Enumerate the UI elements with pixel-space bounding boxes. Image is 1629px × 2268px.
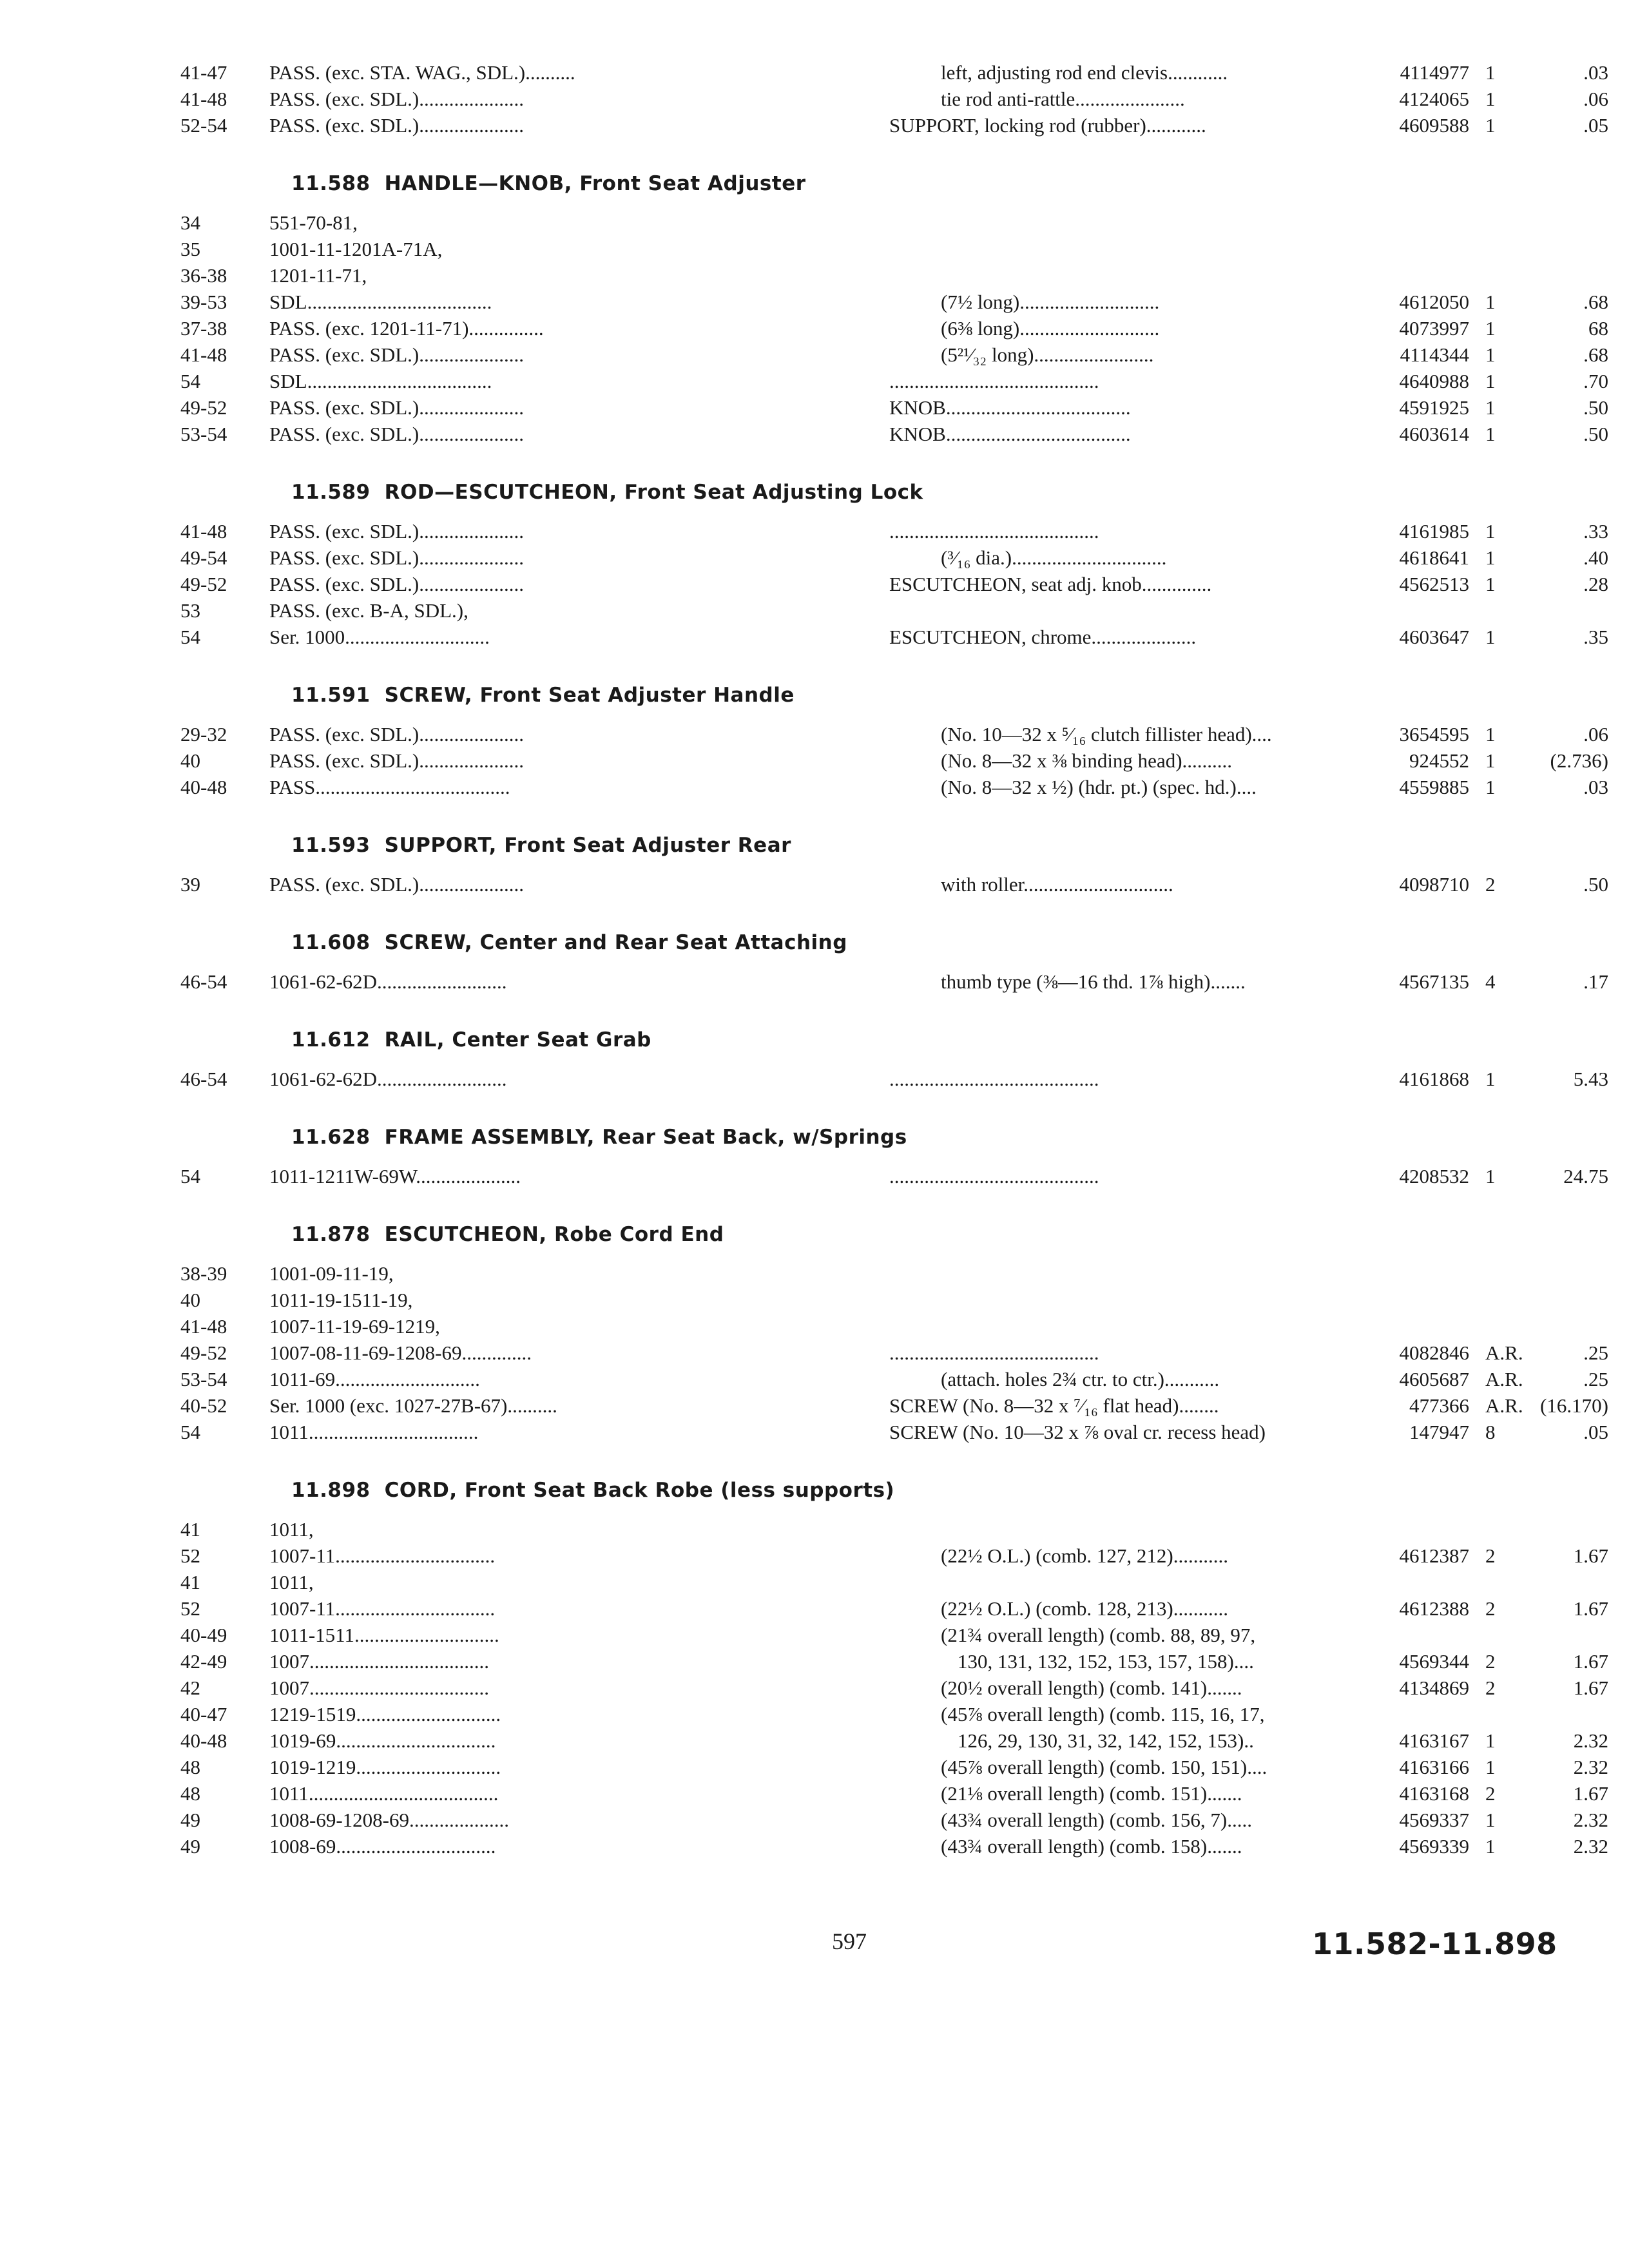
part-row [180,1727,1608,1754]
years-cell: 49-52 [180,1341,227,1364]
description-cell: .......................................... [889,370,1099,392]
section-heading [180,830,1443,861]
part-number-cell: 4569337 [1399,1809,1469,1831]
section-title: CORD, Front Seat Back Robe (less supports) [384,1479,895,1502]
part-number-cell: 4612388 [1399,1597,1469,1620]
part-row [180,871,1608,898]
models-cell: 1007.................................... [269,1650,489,1673]
part-number-cell: 4618641 [1399,546,1469,569]
models-cell: 1011.................................. [269,1421,479,1443]
years-cell: 40-48 [180,776,227,798]
quantity-cell: 1 [1485,749,1496,772]
part-number-cell: 4559885 [1399,776,1469,798]
price-cell: 2.32 [1573,1729,1608,1752]
quantity-cell: 1 [1485,1165,1496,1187]
years-cell: 40-49 [180,1624,227,1646]
quantity-cell: 1 [1485,626,1496,648]
years-cell: 42 [180,1677,200,1699]
years-cell: 53-54 [180,1368,227,1390]
part-row [180,1622,1443,1648]
price-cell: .03 [1583,61,1608,84]
part-number-cell: 4603647 [1399,626,1469,648]
models-cell: 1201-11-71, [269,264,367,287]
years-cell: 54 [180,626,200,648]
part-row [180,1648,1608,1675]
part-number-cell: 4640988 [1399,370,1469,392]
price-cell: .28 [1583,573,1608,595]
section-heading [180,1475,1443,1506]
part-row [180,421,1608,447]
quantity-cell: 1 [1485,776,1496,798]
part-row [180,262,1443,289]
part-number-cell: 4163166 [1399,1756,1469,1778]
section-number: 11.612 [291,1028,371,1052]
models-cell: PASS. (exc. SDL.)..................... [269,873,524,896]
description-cell: (20½ overall length) (comb. 141)....... [941,1677,1242,1699]
models-cell: Ser. 1000 (exc. 1027-27B-67).......... [269,1394,557,1417]
section-number: 11.628 [291,1126,371,1149]
description-cell: (43¾ overall length) (comb. 158)....... [941,1835,1242,1858]
part-number-cell: 4073997 [1399,317,1469,340]
quantity-cell: 1 [1485,370,1496,392]
quantity-cell: 2 [1485,1544,1496,1567]
part-row [180,747,1608,774]
quantity-cell: 2 [1485,1782,1496,1805]
years-cell: 49 [180,1835,200,1858]
quantity-cell: 2 [1485,1597,1496,1620]
section-title: SCREW, Center and Rear Seat Attaching [384,931,847,954]
models-cell: PASS. (exc. B-A, SDL.), [269,599,468,622]
years-cell: 49-52 [180,573,227,595]
years-cell: 41-48 [180,343,227,366]
years-cell: 40-47 [180,1703,227,1725]
part-number-cell: 4609588 [1399,114,1469,137]
part-row [180,1569,1443,1595]
price-cell: .33 [1583,520,1608,543]
description-cell: KNOB..................................... [889,423,1131,445]
years-cell: 41-48 [180,1315,227,1338]
part-row [180,624,1608,650]
models-cell: PASS. (exc. 1201-11-71)............... [269,317,544,340]
description-cell: SCREW (No. 10—32 x ⅞ oval cr. recess head) [889,1421,1266,1443]
models-cell: 1007-08-11-69-1208-69.............. [269,1341,532,1364]
quantity-cell: 1 [1485,88,1496,110]
part-number-cell: 477366 [1409,1394,1469,1417]
part-row [180,1366,1608,1392]
part-row [180,1340,1608,1366]
price-cell: 2.32 [1573,1756,1608,1778]
section-title: FRAME ASSEMBLY, Rear Seat Back, w/Springs [384,1126,907,1149]
years-cell: 48 [180,1782,200,1805]
years-cell: 54 [180,1421,200,1443]
part-row [180,315,1608,341]
price-cell: 24.75 [1563,1165,1608,1187]
part-number-cell: 4114344 [1400,343,1469,366]
models-cell: 1019-69................................ [269,1729,496,1752]
quantity-cell: 1 [1485,61,1496,84]
years-cell: 39-53 [180,291,227,313]
price-cell: .68 [1583,343,1608,366]
quantity-cell: 8 [1485,1421,1496,1443]
section-number: 11.608 [291,931,371,954]
part-row [180,289,1608,315]
part-row [180,1542,1608,1569]
part-row [180,721,1608,747]
part-row [180,1419,1608,1445]
models-cell: 1007.................................... [269,1677,489,1699]
section-heading [180,680,1443,711]
description-cell: 126, 29, 130, 31, 32, 142, 152, 153).. [958,1729,1254,1752]
part-row [180,1163,1608,1189]
price-cell: .05 [1583,114,1608,137]
part-number-cell: 147947 [1409,1421,1469,1443]
description-cell: (attach. holes 2¾ ctr. to ctr.)........... [941,1368,1220,1390]
years-cell: 41-48 [180,88,227,110]
years-cell: 49 [180,1809,200,1831]
models-cell: PASS. (exc. SDL.)..................... [269,520,524,543]
price-cell: (2.736) [1550,749,1608,772]
part-row [180,1287,1443,1313]
part-number-cell: 4569339 [1399,1835,1469,1858]
part-row [180,1595,1608,1622]
years-cell: 40 [180,749,200,772]
description-cell: KNOB..................................... [889,396,1131,419]
models-cell: PASS. (exc. SDL.)..................... [269,749,524,772]
price-cell: .68 [1583,291,1608,313]
description-cell: .......................................... [889,520,1099,543]
models-cell: PASS. (exc. SDL.)..................... [269,546,524,569]
description-cell: (6⅜ long)............................ [941,317,1160,340]
models-cell: 1219-1519............................. [269,1703,501,1725]
part-row [180,518,1608,544]
price-cell: 68 [1588,317,1608,340]
quantity-cell: 2 [1485,1650,1496,1673]
part-number-cell: 3654595 [1399,723,1469,745]
quantity-cell: 2 [1485,873,1496,896]
parts-list [180,59,1608,1860]
price-cell: 2.32 [1573,1835,1608,1858]
section-heading [180,477,1443,508]
models-cell: 1011-19-1511-19, [269,1289,413,1311]
description-cell: SCREW (No. 8—32 x ⁷⁄₁₆ flat head)........ [889,1394,1219,1417]
price-cell: .17 [1583,970,1608,993]
models-cell: 1007-11................................ [269,1597,496,1620]
part-row [180,341,1608,368]
part-number-cell: 4098710 [1399,873,1469,896]
part-row [180,1701,1443,1727]
models-cell: Ser. 1000............................. [269,626,490,648]
part-row [180,1516,1443,1542]
description-cell: .......................................... [889,1165,1099,1187]
quantity-cell: 1 [1485,291,1496,313]
section-number: 11.878 [291,1223,371,1246]
section-title: HANDLE—KNOB, Front Seat Adjuster [384,172,806,195]
description-cell: (22½ O.L.) (comb. 127, 212)........... [941,1544,1228,1567]
years-cell: 46-54 [180,1068,227,1090]
models-cell: 1001-11-1201A-71A, [269,238,443,260]
quantity-cell: 1 [1485,1756,1496,1778]
years-cell: 52-54 [180,114,227,137]
part-number-cell: 4569344 [1399,1650,1469,1673]
section-heading [180,1122,1443,1153]
price-cell: 1.67 [1573,1544,1608,1567]
part-row [180,236,1443,262]
part-row [180,1392,1608,1419]
models-cell: PASS. (exc. SDL.)..................... [269,88,524,110]
price-cell: 1.67 [1573,1597,1608,1620]
part-row [180,1754,1608,1780]
years-cell: 41 [180,1518,200,1541]
years-cell: 37-38 [180,317,227,340]
description-cell: (22½ O.L.) (comb. 128, 213)........... [941,1597,1228,1620]
models-cell: SDL..................................... [269,370,492,392]
price-cell: .70 [1583,370,1608,392]
part-number-cell: 4603614 [1399,423,1469,445]
part-row [180,112,1608,139]
price-cell: .50 [1583,423,1608,445]
section-title: ESCUTCHEON, Robe Cord End [384,1223,724,1246]
part-row [180,774,1608,800]
price-cell: 1.67 [1573,1782,1608,1805]
part-number-cell: 4161985 [1399,520,1469,543]
description-cell: .......................................... [889,1341,1099,1364]
description-cell: (5²¹⁄₃₂ long)........................ [941,343,1154,366]
section-number: 11.589 [291,481,371,504]
description-cell: ESCUTCHEON, seat adj. knob.............. [889,573,1212,595]
part-row [180,571,1608,597]
years-cell: 40 [180,1289,200,1311]
years-cell: 41-48 [180,520,227,543]
models-cell: 1008-69-1208-69.................... [269,1809,509,1831]
models-cell: PASS. (exc. SDL.)..................... [269,343,524,366]
description-cell: thumb type (⅜—16 thd. 1⅞ high)....... [941,970,1246,993]
years-cell: 54 [180,1165,200,1187]
quantity-cell: 1 [1485,573,1496,595]
section-number: 11.591 [291,684,371,707]
part-number-cell: 4208532 [1399,1165,1469,1187]
price-cell: 5.43 [1573,1068,1608,1090]
part-number-cell: 4605687 [1399,1368,1469,1390]
quantity-cell: 1 [1485,343,1496,366]
models-cell: 1001-09-11-19, [269,1262,394,1285]
part-number-cell: 924552 [1409,749,1469,772]
models-cell: 1007-11-19-69-1219, [269,1315,440,1338]
part-number-cell: 4612050 [1399,291,1469,313]
price-cell: 2.32 [1573,1809,1608,1831]
models-cell: PASS. (exc. SDL.)..................... [269,573,524,595]
models-cell: PASS. (exc. STA. WAG., SDL.).......... [269,61,575,84]
quantity-cell: 2 [1485,1677,1496,1699]
quantity-cell: A.R. [1485,1394,1523,1417]
price-cell: .03 [1583,776,1608,798]
quantity-cell: 1 [1485,520,1496,543]
section-title: SCREW, Front Seat Adjuster Handle [384,684,795,707]
part-number-cell: 4134869 [1399,1677,1469,1699]
part-row [180,597,1443,624]
part-number-cell: 4124065 [1399,88,1469,110]
description-cell: (No. 8—32 x ½) (hdr. pt.) (spec. hd.).... [941,776,1257,798]
models-cell: 1011, [269,1571,314,1593]
price-cell: .40 [1583,546,1608,569]
part-row [180,368,1608,394]
part-row [180,209,1443,236]
part-row [180,1260,1443,1287]
description-cell: (³⁄₁₆ dia.)............................... [941,546,1167,569]
years-cell: 40-52 [180,1394,227,1417]
section-heading [180,1024,1443,1055]
price-cell: .25 [1583,1368,1608,1390]
years-cell: 52 [180,1597,200,1620]
part-row [180,1807,1608,1833]
models-cell: 1008-69................................ [269,1835,496,1858]
models-cell: PASS. (exc. SDL.)..................... [269,723,524,745]
models-cell: 1061-62-62D.......................... [269,1068,507,1090]
models-cell: PASS. (exc. SDL.)..................... [269,423,524,445]
price-cell: 1.67 [1573,1650,1608,1673]
years-cell: 53 [180,599,200,622]
description-cell: (No. 8—32 x ⅜ binding head).......... [941,749,1233,772]
description-cell: left, adjusting rod end clevis............ [941,61,1228,84]
description-cell: (21¾ overall length) (comb. 88, 89, 97, [941,1624,1256,1646]
part-number-cell: 4567135 [1399,970,1469,993]
page-number: 597 [832,1928,867,1954]
part-row [180,1066,1608,1092]
part-number-cell: 4612387 [1399,1544,1469,1567]
description-cell: 130, 131, 132, 152, 153, 157, 158).... [958,1650,1254,1673]
part-number-cell: 4163168 [1399,1782,1469,1805]
part-row [180,1833,1608,1860]
models-cell: PASS....................................... [269,776,510,798]
description-cell: with roller.............................. [941,873,1173,896]
section-heading [180,927,1443,958]
description-cell: (45⅞ overall length) (comb. 115, 16, 17, [941,1703,1265,1725]
section-number: 11.588 [291,172,371,195]
part-row [180,1780,1608,1807]
models-cell: PASS. (exc. SDL.)..................... [269,396,524,419]
quantity-cell: 1 [1485,1835,1496,1858]
years-cell: 29-32 [180,723,227,745]
section-title: ROD—ESCUTCHEON, Front Seat Adjusting Lock [384,481,923,504]
price-cell: .50 [1583,873,1608,896]
description-cell: SUPPORT, locking rod (rubber)............ [889,114,1206,137]
price-cell: .05 [1583,1421,1608,1443]
years-cell: 49-52 [180,396,227,419]
years-cell: 40-48 [180,1729,227,1752]
price-cell: 1.67 [1573,1677,1608,1699]
models-cell: 1011...................................... [269,1782,499,1805]
part-number-cell: 4161868 [1399,1068,1469,1090]
years-cell: 41-47 [180,61,227,84]
section-title: RAIL, Center Seat Grab [384,1028,651,1052]
price-cell: .25 [1583,1341,1608,1364]
part-number-cell: 4591925 [1399,396,1469,419]
description-cell: (7½ long)............................ [941,291,1160,313]
section-number: 11.593 [291,834,371,857]
section-heading [180,1219,1443,1250]
models-cell: 1019-1219............................. [269,1756,501,1778]
quantity-cell: 1 [1485,723,1496,745]
quantity-cell: 1 [1485,396,1496,419]
years-cell: 36-38 [180,264,227,287]
years-cell: 49-54 [180,546,227,569]
models-cell: 551-70-81, [269,211,358,234]
description-cell: (43¾ overall length) (comb. 156, 7)..... [941,1809,1252,1831]
models-cell: 1011-69............................. [269,1368,480,1390]
years-cell: 46-54 [180,970,227,993]
description-cell: .......................................... [889,1068,1099,1090]
price-cell: (16.170) [1540,1394,1608,1417]
models-cell: PASS. (exc. SDL.)..................... [269,114,524,137]
years-cell: 41 [180,1571,200,1593]
models-cell: 1007-11................................ [269,1544,496,1567]
quantity-cell: 1 [1485,1729,1496,1752]
section-title: SUPPORT, Front Seat Adjuster Rear [384,834,791,857]
years-cell: 48 [180,1756,200,1778]
section-number: 11.898 [291,1479,371,1502]
description-cell: tie rod anti-rattle...................... [941,88,1185,110]
part-number-cell: 4562513 [1399,573,1469,595]
price-cell: .50 [1583,396,1608,419]
part-row [180,544,1608,571]
price-cell: .06 [1583,723,1608,745]
years-cell: 35 [180,238,200,260]
quantity-cell: A.R. [1485,1368,1523,1390]
part-row [180,1313,1443,1340]
years-cell: 53-54 [180,423,227,445]
part-row [180,86,1608,112]
section-heading [180,168,1443,199]
quantity-cell: 1 [1485,423,1496,445]
part-number-cell: 4163167 [1399,1729,1469,1752]
quantity-cell: 1 [1485,1809,1496,1831]
description-cell: (45⅞ overall length) (comb. 150, 151).... [941,1756,1268,1778]
years-cell: 39 [180,873,200,896]
quantity-cell: 1 [1485,114,1496,137]
quantity-cell: 4 [1485,970,1496,993]
price-cell: .06 [1583,88,1608,110]
years-cell: 52 [180,1544,200,1567]
models-cell: 1061-62-62D.......................... [269,970,507,993]
part-row [180,968,1608,995]
part-row [180,394,1608,421]
models-cell: SDL..................................... [269,291,492,313]
quantity-cell: 1 [1485,546,1496,569]
part-number-cell: 4082846 [1399,1341,1469,1364]
section-range: 11.582-11.898 [1312,1927,1557,1961]
price-cell: .35 [1583,626,1608,648]
part-row [180,1675,1608,1701]
quantity-cell: 1 [1485,317,1496,340]
part-row [180,59,1608,86]
models-cell: 1011, [269,1518,314,1541]
quantity-cell: 1 [1485,1068,1496,1090]
description-cell: (No. 10—32 x ⁵⁄₁₆ clutch fillister head).... [941,723,1272,745]
years-cell: 34 [180,211,200,234]
models-cell: 1011-1211W-69W..................... [269,1165,521,1187]
models-cell: 1011-1511............................. [269,1624,499,1646]
years-cell: 54 [180,370,200,392]
quantity-cell: A.R. [1485,1341,1523,1364]
years-cell: 42-49 [180,1650,227,1673]
description-cell: ESCUTCHEON, chrome..................... [889,626,1197,648]
description-cell: (21⅛ overall length) (comb. 151)....... [941,1782,1242,1805]
part-number-cell: 4114977 [1400,61,1469,84]
years-cell: 38-39 [180,1262,227,1285]
